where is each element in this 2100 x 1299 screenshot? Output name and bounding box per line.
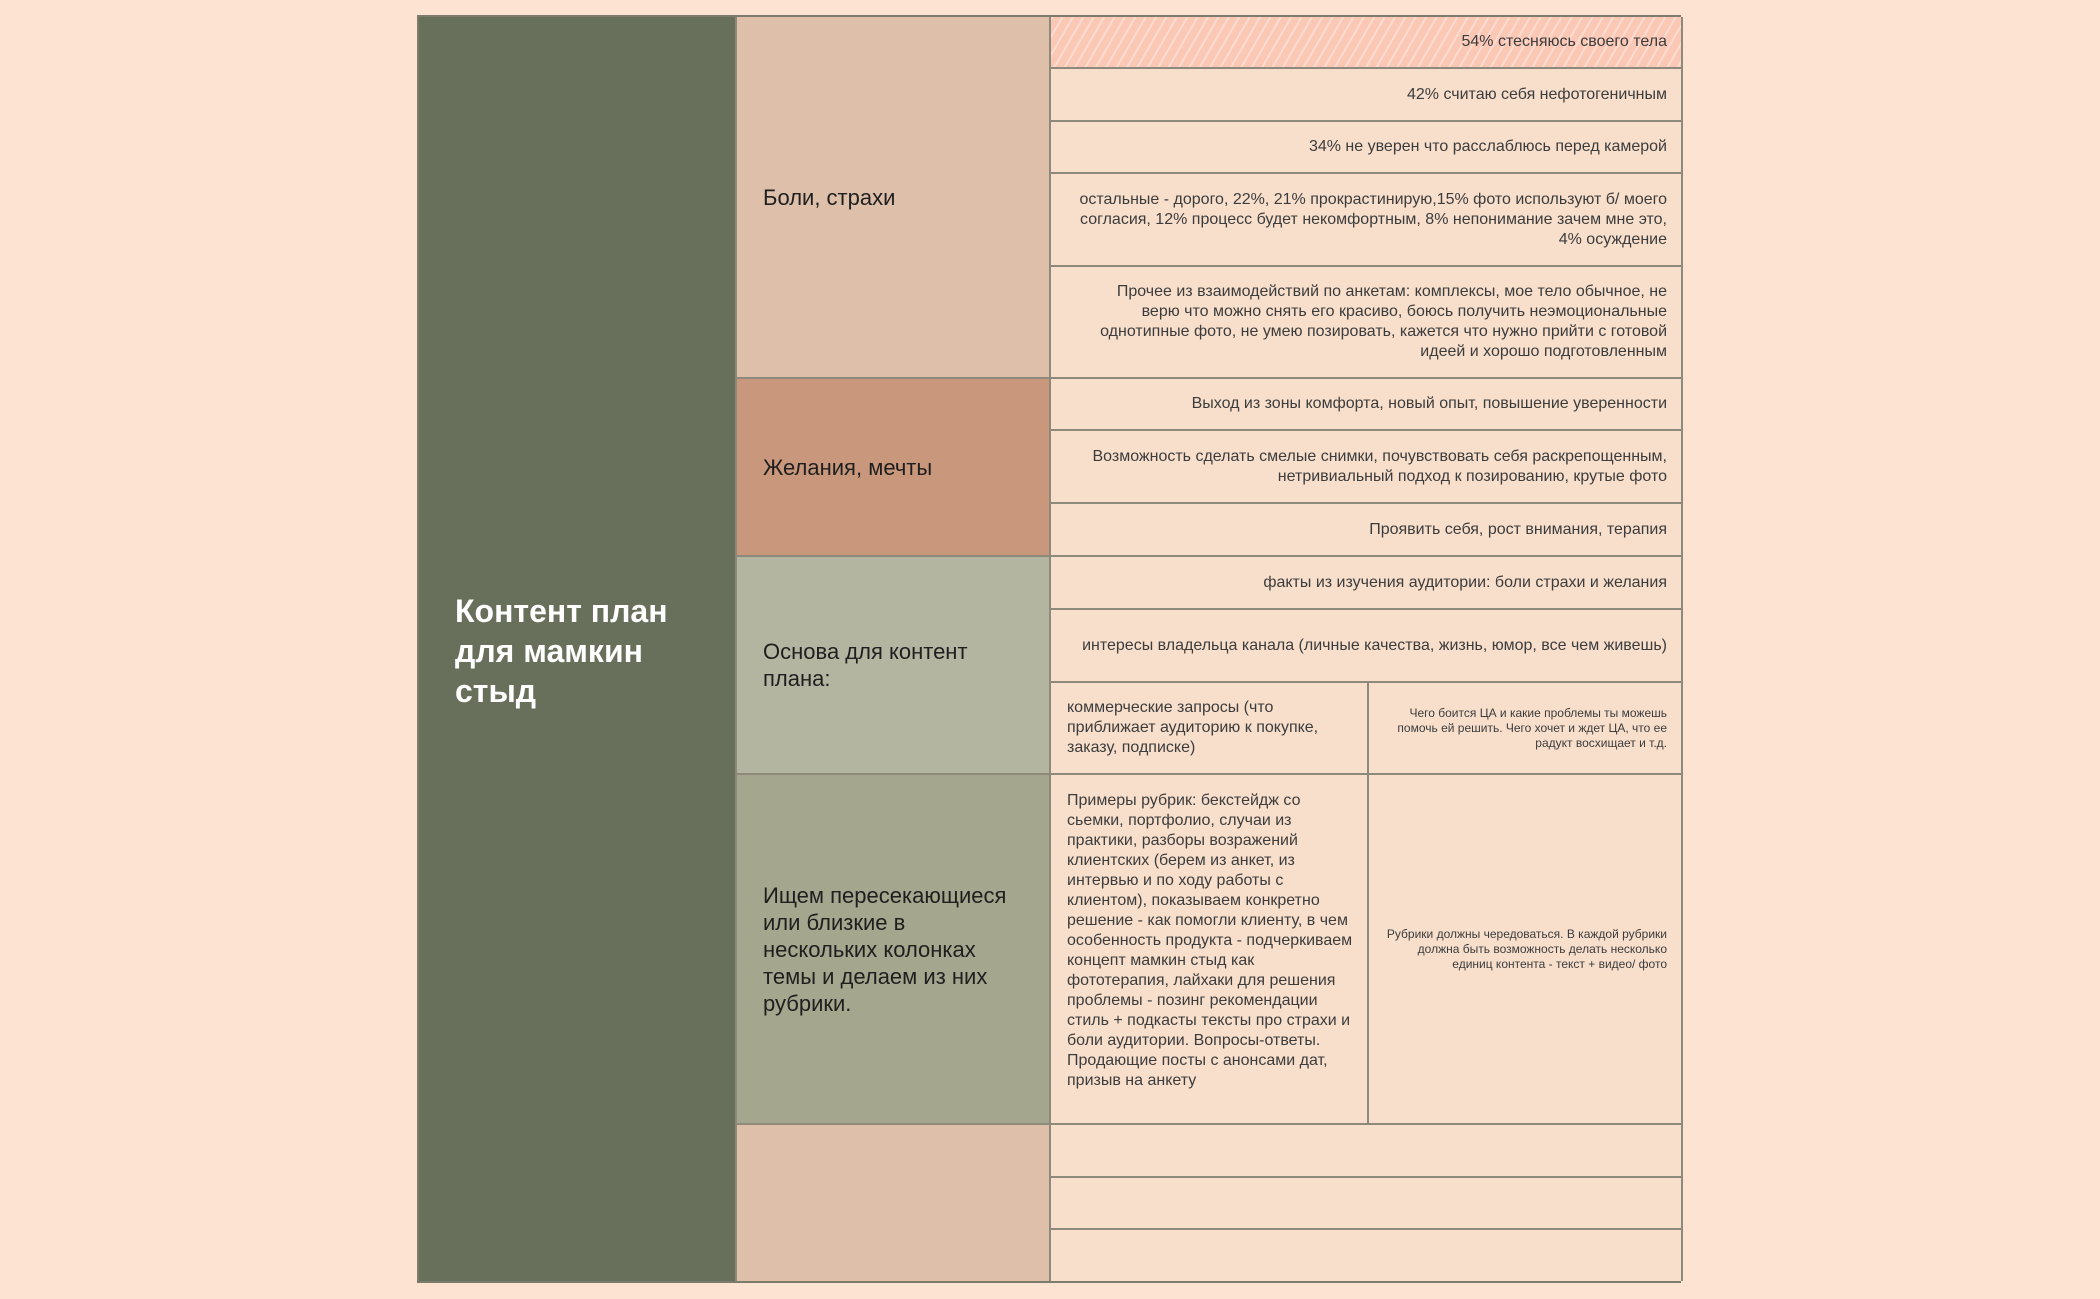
commercial-note-text: Чего боится ЦА и какие проблемы ты можешь помочь ей решить. Чего хочет и ждет ЦА, что ее радукт восхищает и т.д.	[1397, 705, 1667, 750]
category-desires	[737, 379, 1051, 557]
basis-row	[1051, 557, 1683, 610]
page-title: Контент план для мамкин стыд	[455, 593, 668, 709]
pain-row	[1051, 122, 1683, 174]
category-basis	[737, 557, 1051, 775]
desire-text: Проявить себя, рост внимания, терапия	[1369, 520, 1667, 538]
rubric-note-text: Рубрики должны чередоваться. В каждой рубрики должна быть возможность делать несколько единиц контента - текст + видео/ фото	[1386, 926, 1667, 971]
pain-row	[1051, 17, 1683, 69]
commercial-requests-text: коммерческие запросы (что приближает аудиторию к покупке, заказу, подписке)	[1067, 699, 1319, 756]
commercial-requests-cell	[1051, 683, 1369, 775]
pain-text: остальные - дорого, 22%, 21% прокрастинирую,15% фото используют б/ моего согласия, 12% процесс будет некомфортным, 8% непонимание зачем мне это, 4% осуждение	[1079, 190, 1667, 248]
empty-row	[1051, 1230, 1683, 1281]
pain-row	[1051, 267, 1683, 379]
category-label: Ищем пересекающиеся или близкие в нескольких колонках темы и делаем из них рубрики.	[763, 882, 1007, 1016]
pain-text: Прочее из взаимодействий по анкетам: комплексы, мое тело обычное, не верю что можно снять его красиво, боюсь получить неэмоциональные однотипные фото, не умею позировать, кажется что нужно прийти с готовой идеей и хорошо подготовленным	[1100, 283, 1667, 360]
basis-row	[1051, 610, 1683, 683]
category-label: Основа для контент плана:	[763, 639, 968, 691]
category-empty	[737, 1125, 1051, 1281]
desire-row	[1051, 431, 1683, 504]
pain-row	[1051, 174, 1683, 267]
pain-text: 42% считаю себя нефотогеничным	[1406, 85, 1667, 103]
empty-row	[1051, 1125, 1683, 1178]
category-label: Боли, страхи	[763, 184, 896, 210]
desire-row	[1051, 504, 1683, 557]
rubric-examples-cell	[1051, 775, 1369, 1125]
rubric-note-cell	[1369, 775, 1683, 1125]
basis-text: факты из изучения аудитории: боли страхи и желания	[1263, 573, 1667, 591]
category-pains	[737, 17, 1051, 379]
pain-text: 34% не уверен что расслаблюсь перед камерой	[1308, 138, 1667, 155]
content-plan-table	[417, 15, 1681, 1283]
desire-text: Выход из зоны комфорта, новый опыт, повышение уверенности	[1191, 395, 1667, 412]
basis-text: интересы владельца канала (личные качества, жизнь, юмор, все чем живешь)	[1082, 636, 1667, 654]
commercial-note-cell	[1369, 683, 1683, 775]
desire-text: Возможность сделать смелые снимки, почувствовать себя раскрепощенным, нетривиальный подход к позированию, крутые фото	[1092, 447, 1667, 485]
pain-text: 54% стесняюсь своего тела	[1461, 33, 1667, 50]
rubric-examples-text: Примеры рубрик: бекстейдж со сьемки, портфолио, случаи из практики, разборы возражений клиентских (берем из анкет, из интервью и по ходу работы с клиентом), показываем конкретно решение - как помогли клиенту, в чем особенность продукта - подчеркиваем концепт мамкин стыд как фототерапия, лайхаки для решения проблемы - позинг рекомендации стиль + подкасты тексты про страхи и боли аудитории. Вопросы-ответы. Продающие посты с анонсами дат, призыв на анкету	[1067, 792, 1353, 1089]
category-label: Желания, мечты	[763, 454, 933, 480]
category-rubrics	[737, 775, 1051, 1125]
desire-row	[1051, 379, 1683, 431]
pain-row	[1051, 69, 1683, 122]
title-column	[419, 17, 737, 1281]
empty-row	[1051, 1178, 1683, 1230]
